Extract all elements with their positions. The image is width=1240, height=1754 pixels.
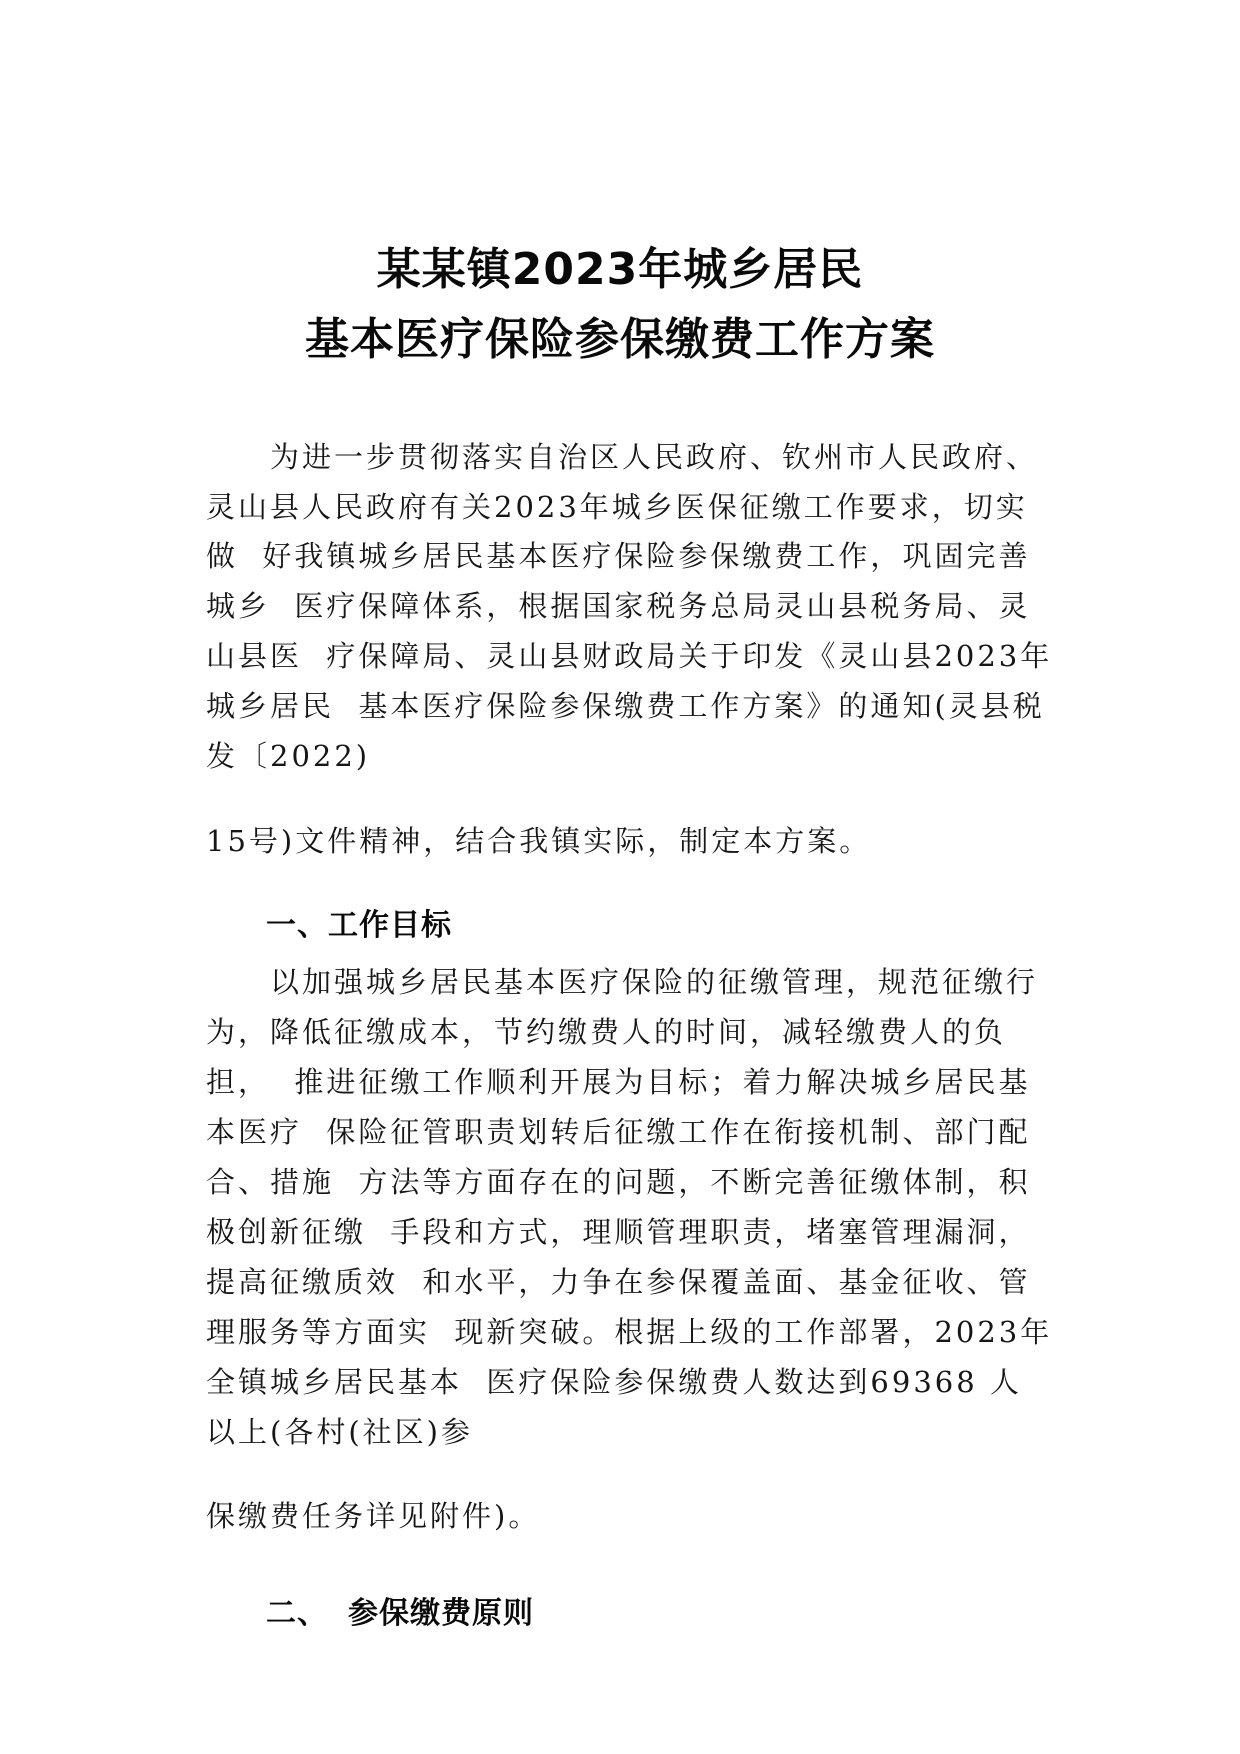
intro-paragraph-line: 灵山县人民政府有关2023年城乡医保征缴工作要求，切实	[206, 490, 1028, 524]
section1-paragraph-line: 保缴费任务详见附件)。	[206, 1499, 541, 1533]
intro-paragraph-line: 城乡 医疗保障体系，根据国家税务总局灵山县税务局、灵	[206, 589, 1031, 623]
section1-paragraph-line: 以加强城乡居民基本医疗保险的征缴管理，规范征缴行	[270, 965, 1039, 999]
section1-paragraph-line: 提高征缴质效 和水平，力争在参保覆盖面、基金征收、管	[206, 1265, 1031, 1299]
section1-paragraph-line: 以上(各村(社区)参	[206, 1415, 473, 1449]
section1-paragraph-line: 全镇城乡居民基本 医疗保险参保缴费人数达到69368 人	[206, 1365, 1022, 1399]
section-number-2: 二、	[266, 1596, 328, 1631]
intro-paragraph-line: 做 好我镇城乡居民基本医疗保险参保缴费工作，巩固完善	[206, 539, 1031, 573]
section1-paragraph-line: 为，降低征缴成本，节约缴费人的时间，减轻缴费人的负	[206, 1015, 1007, 1049]
section-heading-work-goals: 一、工作目标	[266, 908, 452, 943]
section1-paragraph-line: 合、措施 方法等方面存在的问题，不断完善征缴体制，积	[206, 1165, 1031, 1199]
section-heading-principles: 参保缴费原则	[348, 1596, 534, 1631]
section1-paragraph-line: 极创新征缴 手段和方式，理顺管理职责，堵塞管理漏洞，	[206, 1215, 1031, 1249]
section1-paragraph-line: 担， 推进征缴工作顺利开展为目标；着力解决城乡居民基	[206, 1065, 1031, 1099]
intro-paragraph-line: 为进一步贯彻落实自治区人民政府、钦州市人民政府、	[270, 440, 1039, 474]
document-title-line-1: 某某镇2023年城乡居民	[376, 244, 864, 295]
section1-paragraph-line: 本医疗 保险征管职责划转后征缴工作在衔接机制、部门配	[206, 1115, 1031, 1149]
intro-paragraph-line: 发〔2022)	[206, 739, 371, 773]
intro-paragraph-line: 15号)文件精神，结合我镇实际，制定本方案。	[206, 824, 872, 858]
section1-paragraph-line: 理服务等方面实 现新突破。根据上级的工作部署，2023年	[206, 1315, 1053, 1349]
intro-paragraph-line: 山县医 疗保障局、灵山县财政局关于印发《灵山县2023年	[206, 639, 1053, 673]
intro-paragraph-line: 城乡居民 基本医疗保险参保缴费工作方案》的通知(灵县税	[206, 689, 1045, 723]
document-title-line-2: 基本医疗保险参保缴费工作方案	[305, 314, 935, 365]
